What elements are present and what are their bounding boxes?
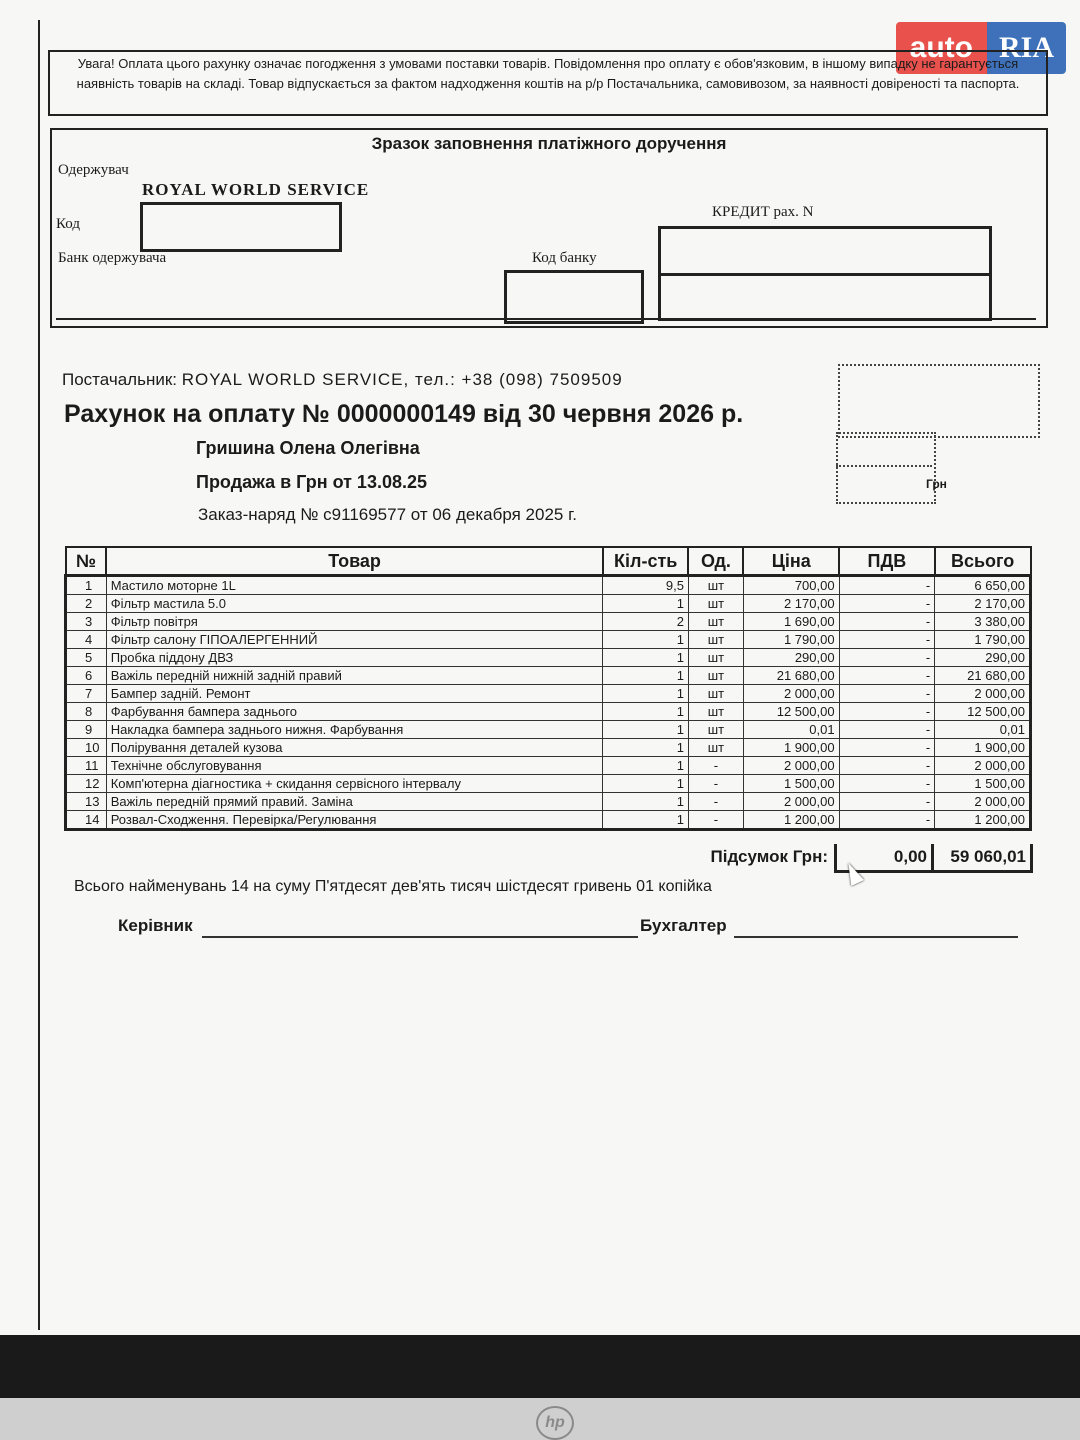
item-price: 1 790,00	[743, 631, 839, 649]
item-vat: -	[839, 631, 935, 649]
sample-divider	[56, 318, 1036, 320]
bank-label: Банк одержувача	[58, 250, 167, 266]
col-vat: ПДВ	[839, 547, 935, 576]
stamp-divider	[836, 465, 932, 468]
table-row	[66, 775, 1031, 793]
item-name: Важіль передній прямий правий. Заміна	[106, 793, 603, 811]
recipient-label: Одержувач	[58, 162, 129, 178]
table-row	[66, 739, 1031, 757]
table-row	[66, 721, 1031, 739]
item-qty: 1	[603, 775, 689, 793]
buyer-name: Гришина Олена Олегівна	[196, 438, 420, 458]
item-price: 290,00	[743, 649, 839, 667]
row-number: 10	[66, 739, 107, 757]
table-row	[66, 649, 1031, 667]
item-price: 21 680,00	[743, 667, 839, 685]
item-name: Пробка піддону ДВЗ	[106, 649, 603, 667]
sum-in-words: Всього найменувань 14 на суму П'ятдесят дев'ять тисяч шістдесят гривень 01 копійка	[74, 878, 712, 895]
accountant-label: Бухгалтер	[640, 916, 727, 935]
item-vat: -	[839, 685, 935, 703]
director-label: Керівник	[118, 916, 193, 935]
item-unit: шт	[688, 649, 743, 667]
item-qty: 9,5	[603, 576, 689, 595]
item-name: Технічне обслуговування	[106, 757, 603, 775]
item-qty: 1	[603, 703, 689, 721]
item-name: Комп'ютерна діагностика + скидання сервісного інтервалу	[106, 775, 603, 793]
item-total: 1 500,00	[935, 775, 1031, 793]
item-unit: шт	[688, 595, 743, 613]
col-unit: Од.	[688, 547, 743, 576]
item-price: 1 900,00	[743, 739, 839, 757]
credit-account-box-2	[658, 270, 992, 321]
col-item: Товар	[106, 547, 603, 576]
item-price: 2 000,00	[743, 685, 839, 703]
credit-account-box	[658, 226, 992, 276]
item-name: Полірування деталей кузова	[106, 739, 603, 757]
col-number: №	[66, 547, 107, 576]
item-total: 1 200,00	[935, 811, 1031, 830]
invoice-title: Рахунок на оплату № 0000000149 від 30 червня 2026 р.	[64, 400, 744, 428]
item-unit: -	[688, 775, 743, 793]
item-qty: 1	[603, 793, 689, 811]
sale-info: Продажа в Грн от 13.08.25	[196, 472, 428, 492]
item-unit: -	[688, 793, 743, 811]
item-price: 0,01	[743, 721, 839, 739]
item-unit: шт	[688, 667, 743, 685]
item-price: 12 500,00	[743, 703, 839, 721]
col-price: Ціна	[743, 547, 839, 576]
page-left-edge	[38, 20, 40, 1330]
item-price: 2 170,00	[743, 595, 839, 613]
item-vat: -	[839, 811, 935, 830]
payment-order-sample	[50, 128, 1048, 328]
accountant-signature-line	[734, 936, 1018, 938]
item-qty: 1	[603, 667, 689, 685]
work-order: Заказ-наряд № с91169577 от 06 декабря 2025 г.	[198, 505, 577, 524]
row-number: 5	[66, 649, 107, 667]
item-price: 2 000,00	[743, 757, 839, 775]
row-number: 6	[66, 667, 107, 685]
item-name: Фарбування бампера заднього	[106, 703, 603, 721]
item-unit: шт	[688, 703, 743, 721]
row-number: 9	[66, 721, 107, 739]
item-name: Важіль передній нижній задній правий	[106, 667, 603, 685]
row-number: 4	[66, 631, 107, 649]
item-qty: 1	[603, 811, 689, 830]
code-label: Код	[56, 216, 80, 232]
item-qty: 1	[603, 595, 689, 613]
supplier-value: ROYAL WORLD SERVICE, тел.: +38 (098) 7509509	[181, 370, 623, 389]
item-total: 0,01	[935, 721, 1031, 739]
payment-notice: Увага! Оплата цього рахунку означає погодження з умовами поставки товарів. Повідомлення про оплату є обов'язковим, в іншому випадку не гарантується наявність товарів на складі. Товар відпускається за фактом надходження коштів на р/р Постачальника, самовивозом, за наявності довіреності та паспорта.	[48, 50, 1048, 116]
item-unit: шт	[688, 613, 743, 631]
item-vat: -	[839, 649, 935, 667]
stamp-area-inner	[836, 432, 936, 504]
table-row	[66, 811, 1031, 830]
code-box	[140, 202, 342, 252]
row-number: 11	[66, 757, 107, 775]
supplier-label: Постачальник:	[62, 370, 177, 389]
totals-vat: 0,00	[834, 844, 934, 873]
item-total: 3 380,00	[935, 613, 1031, 631]
item-price: 1 690,00	[743, 613, 839, 631]
currency-label: Грн	[926, 477, 947, 491]
items-table	[64, 546, 1032, 831]
hp-logo: hp	[536, 1406, 574, 1440]
item-qty: 1	[603, 721, 689, 739]
item-vat: -	[839, 721, 935, 739]
item-name: Накладка бампера заднього нижня. Фарбування	[106, 721, 603, 739]
stamp-area	[838, 364, 1040, 438]
row-number: 2	[66, 595, 107, 613]
table-row	[66, 685, 1031, 703]
item-total: 1 790,00	[935, 631, 1031, 649]
item-qty: 1	[603, 757, 689, 775]
item-unit: шт	[688, 721, 743, 739]
totals-label: Підсумок Грн:	[710, 847, 828, 866]
item-total: 1 900,00	[935, 739, 1031, 757]
item-unit: -	[688, 811, 743, 830]
item-price: 1 500,00	[743, 775, 839, 793]
item-qty: 1	[603, 631, 689, 649]
item-name: Мастило моторне 1L	[106, 576, 603, 595]
row-number: 3	[66, 613, 107, 631]
col-qty: Кіл-сть	[603, 547, 689, 576]
item-vat: -	[839, 775, 935, 793]
row-number: 7	[66, 685, 107, 703]
item-vat: -	[839, 793, 935, 811]
item-total: 12 500,00	[935, 703, 1031, 721]
item-name: Фільтр повітря	[106, 613, 603, 631]
table-row	[66, 576, 1031, 595]
table-row	[66, 631, 1031, 649]
item-name: Фільтр салону ГІПОАЛЕРГЕННИЙ	[106, 631, 603, 649]
table-row	[66, 757, 1031, 775]
item-unit: шт	[688, 685, 743, 703]
item-price: 1 200,00	[743, 811, 839, 830]
item-price: 700,00	[743, 576, 839, 595]
table-row	[66, 793, 1031, 811]
credit-label: КРЕДИТ рах. N	[712, 204, 814, 220]
row-number: 14	[66, 811, 107, 830]
totals-row	[700, 844, 1033, 873]
item-unit: шт	[688, 739, 743, 757]
row-number: 8	[66, 703, 107, 721]
item-qty: 2	[603, 613, 689, 631]
item-vat: -	[839, 576, 935, 595]
item-total: 2 000,00	[935, 757, 1031, 775]
director-signature-line	[202, 936, 638, 938]
table-row	[66, 667, 1031, 685]
recipient-name: ROYAL WORLD SERVICE	[142, 180, 370, 199]
row-number: 1	[66, 576, 107, 595]
item-name: Фільтр мастила 5.0	[106, 595, 603, 613]
sample-title: Зразок заповнення платіжного доручення	[371, 134, 727, 153]
item-name: Бампер задній. Ремонт	[106, 685, 603, 703]
item-qty: 1	[603, 685, 689, 703]
bank-code-label: Код банку	[532, 250, 597, 266]
table-row	[66, 703, 1031, 721]
item-name: Розвал-Сходження. Перевірка/Регулювання	[106, 811, 603, 830]
item-total: 290,00	[935, 649, 1031, 667]
table-row	[66, 613, 1031, 631]
item-total: 2 000,00	[935, 685, 1031, 703]
item-total: 6 650,00	[935, 576, 1031, 595]
table-header	[66, 547, 1031, 576]
row-number: 12	[66, 775, 107, 793]
item-total: 21 680,00	[935, 667, 1031, 685]
item-vat: -	[839, 703, 935, 721]
watermark-ria: RIA	[987, 22, 1066, 74]
item-qty: 1	[603, 739, 689, 757]
bank-code-box	[504, 270, 644, 324]
item-unit: шт	[688, 576, 743, 595]
item-qty: 1	[603, 649, 689, 667]
item-total: 2 000,00	[935, 793, 1031, 811]
item-vat: -	[839, 739, 935, 757]
row-number: 13	[66, 793, 107, 811]
item-unit: -	[688, 757, 743, 775]
item-total: 2 170,00	[935, 595, 1031, 613]
item-vat: -	[839, 667, 935, 685]
col-total: Всього	[935, 547, 1031, 576]
item-vat: -	[839, 757, 935, 775]
supplier-line	[62, 370, 623, 390]
item-price: 2 000,00	[743, 793, 839, 811]
totals-sum: 59 060,01	[934, 844, 1033, 873]
item-unit: шт	[688, 631, 743, 649]
watermark-auto: auto	[896, 22, 987, 74]
item-vat: -	[839, 595, 935, 613]
item-vat: -	[839, 613, 935, 631]
table-row	[66, 595, 1031, 613]
